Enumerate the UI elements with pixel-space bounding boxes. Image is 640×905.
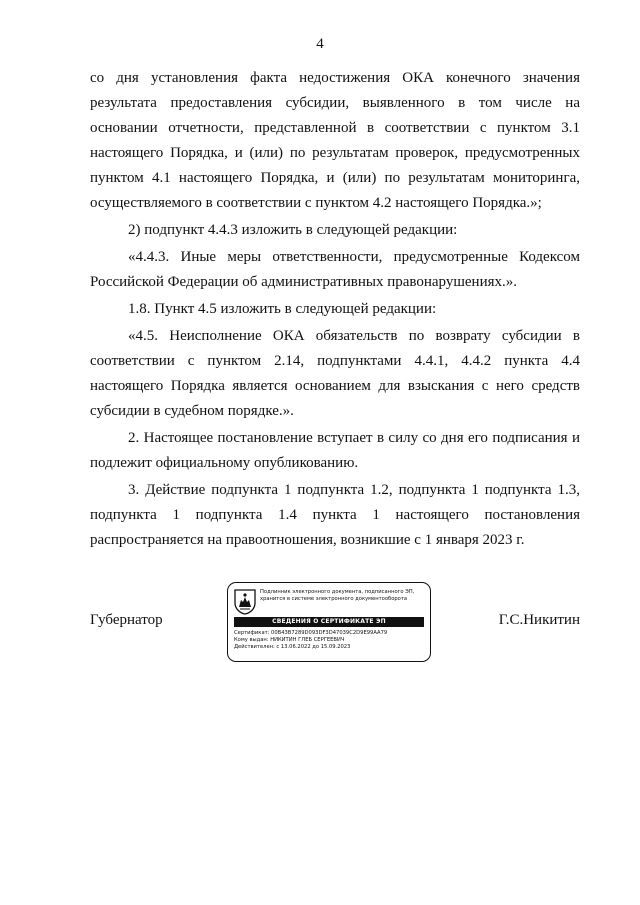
certificate-validity: Действителен: с 13.06.2022 до 15.09.2023 xyxy=(234,644,351,650)
paragraph: «4.4.3. Иные меры ответственности, предусмотренные Кодексом Российской Федерации об административных правонарушениях.». xyxy=(90,249,580,290)
signature-block xyxy=(90,582,580,662)
coat-of-arms-icon xyxy=(234,589,256,615)
stamp-notice: Подлинник электронного документа, подписанного ЭП, хранится в системе электронного документооборота xyxy=(260,589,415,602)
paragraph: 3. Действие подпункта 1 подпункта 1.2, подпункта 1 подпункта 1.3, подпункта 1 подпункта 1.4 пункта 1 настоящего постановления распространяется на правоотношения, возникшие с 1 января 2023 г. xyxy=(90,482,580,548)
paragraph: «4.5. Неисполнение ОКА обязательств по возврату субсидии в соответствии с пунктом 2.14, подпунктами 4.4.1, 4.4.2 пункта 4.4 настоящего Порядка является основанием для взыскания с него средств субсидии в судебном порядке.». xyxy=(90,328,580,419)
page-number: 4 xyxy=(316,36,324,52)
paragraph: 2. Настоящее постановление вступает в силу со дня его подписания и подлежит официальному опубликованию. xyxy=(90,430,580,471)
signer-name: Г.С.Никитин xyxy=(498,612,580,628)
paragraph: 2) подпункт 4.4.3 изложить в следующей редакции: xyxy=(128,222,458,238)
electronic-signature-stamp xyxy=(227,582,431,662)
certificate-owner: Кому выдан: НИКИТИН ГЛЕБ СЕРГЕЕВИЧ xyxy=(234,637,345,643)
certificate-number: Сертификат: 00B43B7289D093DF3D47039C2D9E99AA79 xyxy=(234,630,388,636)
certificate-details xyxy=(234,630,424,651)
document-body xyxy=(90,66,580,553)
paragraph: 1.8. Пункт 4.5 изложить в следующей редакции: xyxy=(128,301,437,317)
signer-position: Губернатор xyxy=(90,612,163,628)
paragraph: со дня установления факта недостижения ОКА конечного значения результата предоставления субсидии, выявленного в том числе на основании отчетности, представленной в соответствии с пунктом 3.1 настоящего Порядка, и (или) по результатам проверок, предусмотренных пунктом 4.1 настоящего Порядка, и (или) по результатам мониторинга, осуществляемого в соответствии с пунктом 4.2 настоящего Порядка.»; xyxy=(90,70,580,211)
stamp-header: СВЕДЕНИЯ О СЕРТИФИКАТЕ ЭП xyxy=(234,617,424,627)
